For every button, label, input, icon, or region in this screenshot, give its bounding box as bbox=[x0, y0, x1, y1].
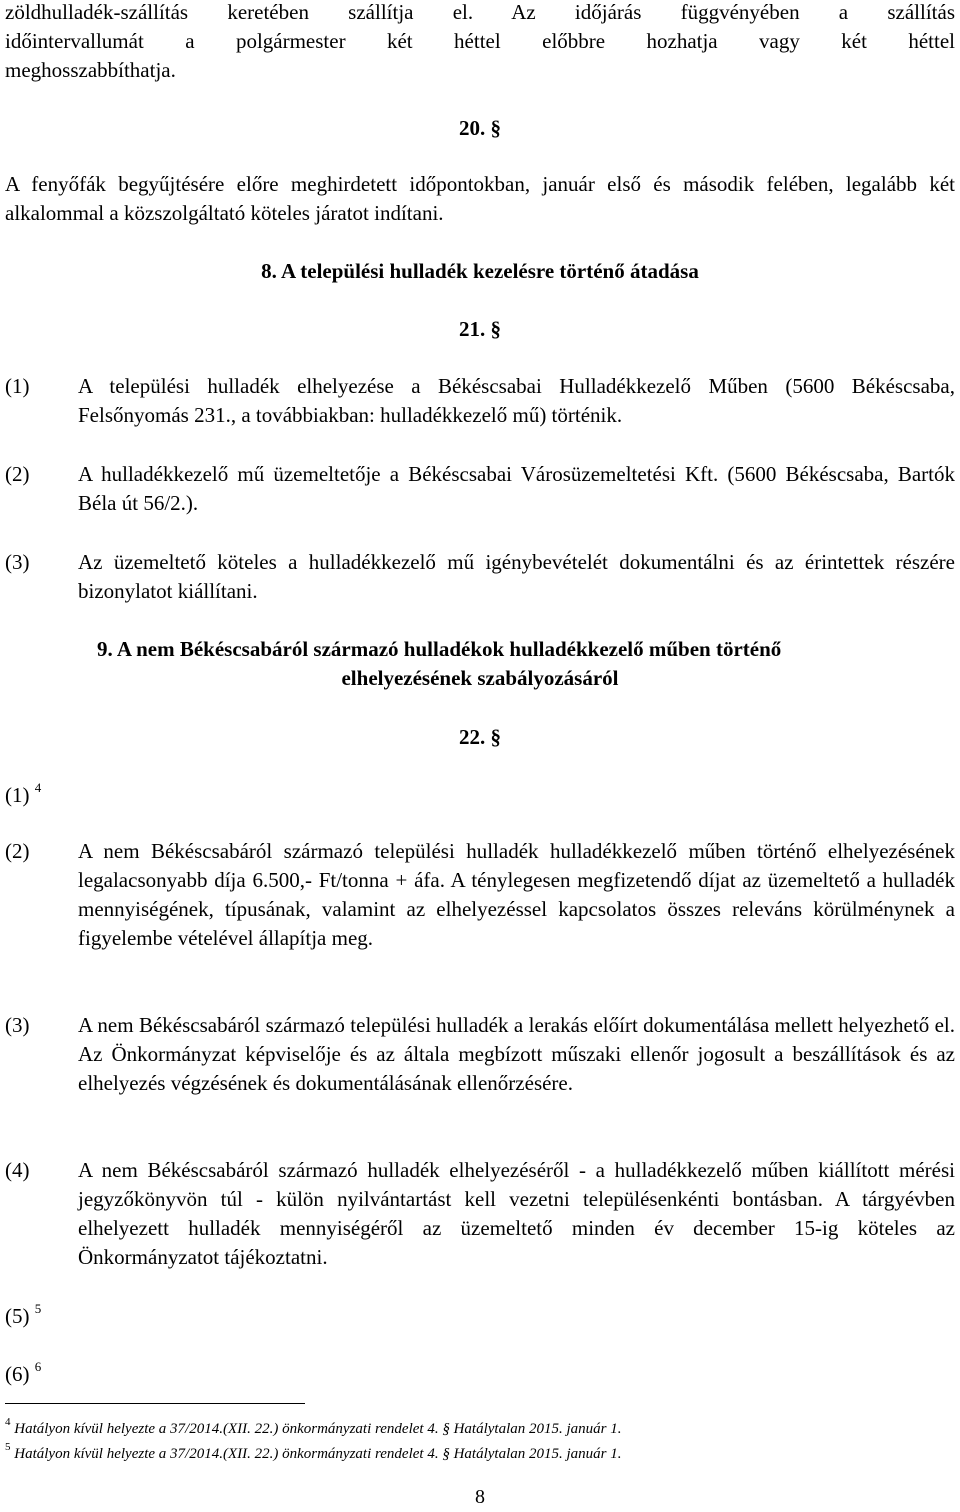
chapter-9-title bbox=[5, 635, 955, 693]
section-21-item-2 bbox=[5, 460, 955, 518]
item-number: (2) bbox=[5, 839, 30, 863]
section-21-heading: 21. § bbox=[459, 317, 501, 341]
chapter-9-title-line-1: 9. A nem Békéscsabáról származó hulladékok hulladékkezelő műben történő bbox=[97, 637, 782, 661]
footnote-mark: 4 bbox=[5, 1416, 11, 1428]
section-21-item-1 bbox=[5, 372, 955, 430]
page-number: 8 bbox=[475, 1486, 485, 1508]
section-22-item-5 bbox=[5, 1302, 955, 1331]
item-text: A települési hulladék elhelyezése a Békéscsabai Hulladékkezelő Műben (5600 Békéscsaba, Felsőnyomás 231., a továbbiakban: hulladékkezelő mű) történik. bbox=[78, 374, 955, 427]
item-number: (3) bbox=[5, 550, 30, 574]
intro-line-1: zöldhulladék-szállítás keretében szállítja el. Az időjárás függvényében a szállítás bbox=[5, 0, 955, 24]
item-text: Az üzemeltető köteles a hulladékkezelő mű igénybevételét dokumentálni és az érintettek részére bizonylatot kiállítani. bbox=[78, 550, 955, 603]
footnote-ref[interactable]: 5 bbox=[34, 1301, 42, 1316]
item-text: A nem Békéscsabáról származó települési hulladék hulladékkezelő műben történő elhelyezésének legalacsonyabb díja 6.500,- Ft/tonna + áfa. A ténylegesen megfizetendő díjat az üzemeltető a hulladék mennyiségének, típusának, valamint az elhelyezéssel kapcsolatos összes releváns körülménynek a figyelembe vételével állapítja meg. bbox=[78, 839, 955, 950]
footnote-text: Hatályon kívül helyezte a 37/2014.(XII. 22.) önkormányzati rendelet 4. § Hatálytalan 2015. január 1. bbox=[14, 1446, 622, 1462]
section-22-heading: 22. § bbox=[459, 725, 501, 749]
intro-line-2: időintervallumát a polgármester két héttel előbbre hozhatja vagy két héttel bbox=[5, 29, 955, 53]
footnote-4 bbox=[5, 1416, 955, 1439]
intro-paragraph bbox=[5, 0, 955, 85]
footnote-mark: 5 bbox=[5, 1441, 11, 1453]
item-number: (5) bbox=[5, 1304, 30, 1328]
item-text: A nem Békéscsabáról származó hulladék elhelyezéséről - a hulladékkezelő műben kiállított mérési jegyzőkönyvön túl - külön nyilvántartást kell vezetni településenkénti bontásban. A tárgyévben elhelyezett hulladék mennyiségéről az üzemeltető minden év december 15-ig köteles az Önkormányzatot tájékoztatni. bbox=[78, 1158, 955, 1269]
item-number: (1) bbox=[5, 374, 30, 398]
intro-line-3: meghosszabbíthatja. bbox=[5, 58, 176, 82]
section-22-item-6 bbox=[5, 1360, 955, 1389]
section-20-heading: 20. § bbox=[459, 116, 501, 140]
item-number: (6) bbox=[5, 1362, 30, 1386]
item-number: (2) bbox=[5, 462, 30, 486]
chapter-9-title-line-2: elhelyezésének szabályozásáról bbox=[341, 666, 619, 690]
section-22-item-1 bbox=[5, 781, 955, 810]
section-22-item-3 bbox=[5, 1011, 955, 1098]
section-20-text: A fenyőfák begyűjtésére előre meghirdetett időpontokban, január első és második felében, legalább két alkalommal a közszolgáltató köteles járatot indítani. bbox=[5, 172, 955, 225]
item-text: A hulladékkezelő mű üzemeltetője a Békéscsabai Városüzemeltetési Kft. (5600 Békéscsaba, Bartók Béla út 56/2.). bbox=[78, 462, 955, 515]
chapter-8-title: 8. A települési hulladék kezelésre történő átadása bbox=[261, 259, 699, 283]
item-number: (3) bbox=[5, 1013, 30, 1037]
footnote-ref[interactable]: 4 bbox=[34, 780, 42, 795]
item-number: (4) bbox=[5, 1158, 30, 1182]
section-22-item-2 bbox=[5, 837, 955, 953]
footnote-text: Hatályon kívül helyezte a 37/2014.(XII. 22.) önkormányzati rendelet 4. § Hatálytalan 2015. január 1. bbox=[14, 1421, 622, 1437]
section-22-item-4 bbox=[5, 1156, 955, 1272]
item-number: (1) bbox=[5, 783, 30, 807]
item-text: A nem Békéscsabáról származó települési hulladék a lerakás előírt dokumentálása mellett helyezhető el. Az Önkormányzat képviselője és az általa megbízott műszaki ellenőr jogosult a beszállítások és az elhelyezés végzésének és dokumentálásának ellenőrzésére. bbox=[78, 1013, 955, 1095]
footnote-divider bbox=[5, 1403, 305, 1404]
footnote-5 bbox=[5, 1441, 955, 1464]
section-21-item-3 bbox=[5, 548, 955, 606]
footnote-ref[interactable]: 6 bbox=[34, 1359, 42, 1374]
